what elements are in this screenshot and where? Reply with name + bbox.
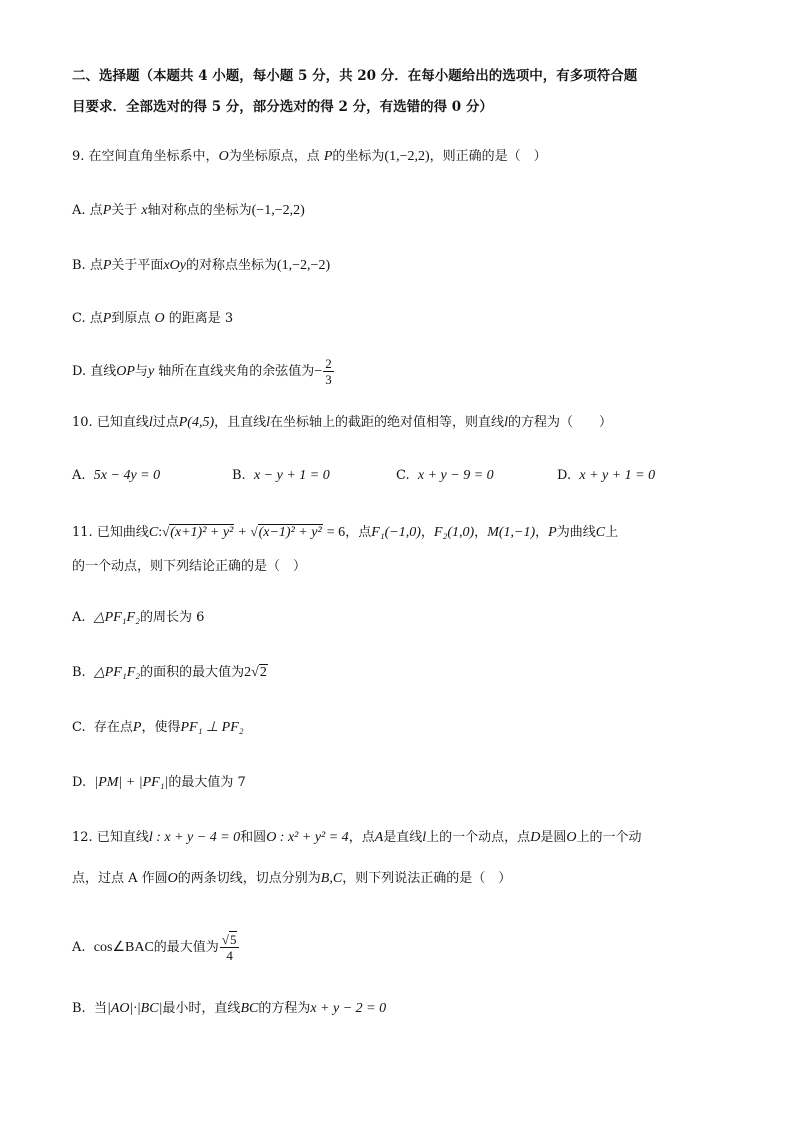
q9-option-c: C. 点P到原点 O 的距离是 3 [72, 311, 234, 326]
q10-options [72, 466, 655, 486]
q11-number: 11. [72, 525, 93, 540]
q10-stem: 10. 已知直线l过点P(4,5)，且直线l在坐标轴上的截距的绝对值相等，则直线l的方程为（ ） [72, 415, 612, 430]
q12-number: 12. [72, 830, 93, 845]
q11-option-b: B. △PF₁F₂的面积的最大值为2√2 [72, 665, 267, 680]
section-header-line-1: 二、选择题（本题共 4 小题，每小题 5 分，共 20 分．在每小题给出的选项中，有多项符合题 [72, 68, 638, 84]
q9-stem: 9. 在空间直角坐标系中，O为坐标原点，点 P的坐标为(1,−2,2)，则正确的是（ ） [72, 149, 547, 164]
q9-point-coordinate: (1,−2,2) [384, 149, 430, 164]
q11-option-d: D. |PM| + |PF₁|的最大值为 7 [72, 775, 246, 790]
q9-option-a: A. 点P关于 x轴对称点的坐标为(−1,−2,2) [72, 203, 305, 218]
q12-stem: 12. 已知直线l : x + y − 4 = 0和圆O : x² + y² = 4，点A是直线l上的一个动点，点D是圆O上的一个动 [72, 830, 642, 845]
q11-sqrt-1: √(x+1)² + y² [162, 524, 234, 540]
q11-sqrt-2: √(x−1)² + y² [250, 524, 322, 540]
q11-option-a: A. △PF₁F₂的周长为 6 [72, 610, 205, 625]
q9-number: 9. [72, 149, 85, 164]
q10-number: 10. [72, 415, 93, 430]
q12-stem-line-2: 点，过点 A 作圆O的两条切线，切点分别为B,C，则下列说法正确的是（ ） [72, 871, 512, 886]
q12-option-b: B. 当|AO|·|BC|最小时，直线BC的方程为x + y − 2 = 0 [72, 1001, 387, 1016]
q11-stem-line-2: 的一个动点，则下列结论正确的是（ ） [72, 559, 307, 574]
q11-stem: 11. 已知曲线C:√(x+1)² + y² + √(x−1)² + y² = 6，点F₁(−1,0)，F₂(1,0)，M(1,−1)，P为曲线C上 [72, 522, 618, 543]
q10-option-c: C. x + y − 9 = 0 [396, 468, 494, 483]
q9-option-d: D. 直线OP与y 轴所在直线夹角的余弦值为− $\frac{2}{3}$ [72, 356, 332, 387]
q10-option-d: D. x + y + 1 = 0 [557, 468, 656, 483]
q12-option-a: A. cos∠BAC的最大值为 $\frac{√5}{4}$ [72, 932, 240, 963]
q9-fraction: $\frac{2}{3}$ [325, 356, 332, 387]
section-header-line-2: 目要求．全部选对的得 5 分，部分选对的得 2 分，有选错的得 0 分） [72, 99, 493, 115]
q9-option-b: B. 点P关于平面xOy的对称点坐标为(1,−2,−2) [72, 258, 331, 273]
q11-option-c: C. 存在点P，使得PF₁ ⊥ PF₂ [72, 720, 244, 735]
q10-option-a: A. 5x − 4y = 0 [72, 468, 161, 483]
q12-fraction: $\frac{√5}{4}$ [220, 932, 240, 963]
q10-option-b: B. x − y + 1 = 0 [232, 468, 330, 483]
